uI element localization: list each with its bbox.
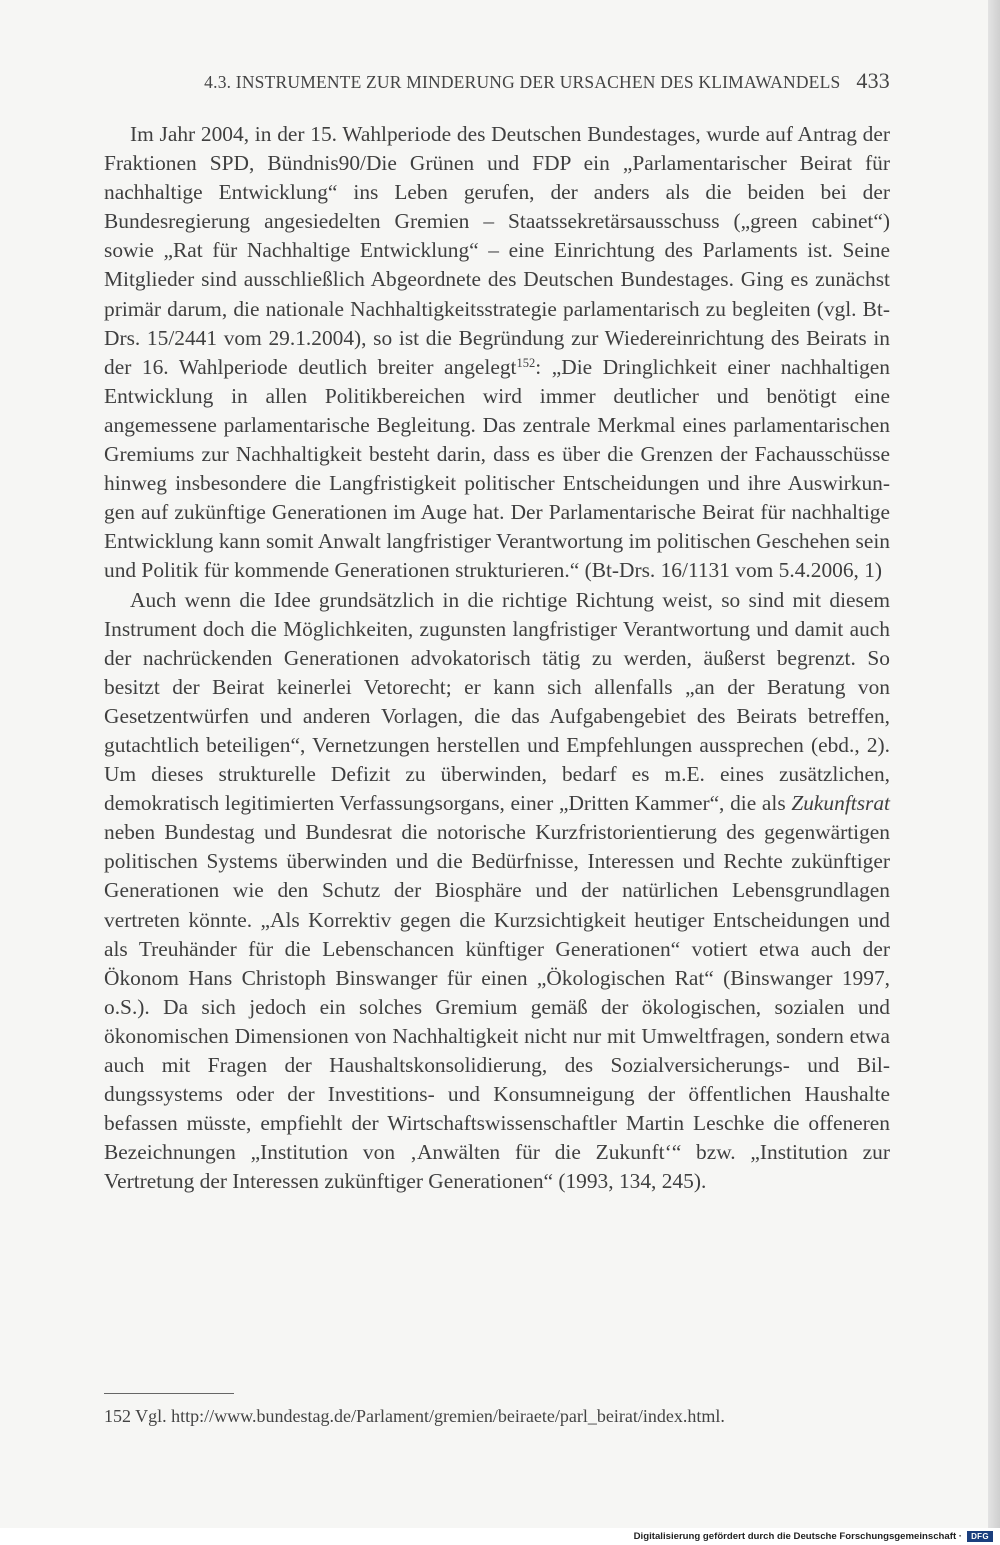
footnote: 152 Vgl. http://www.bundestag.de/Parlament/gremien/beiraete/parl_beirat/index.html.	[104, 1406, 725, 1426]
paragraph	[104, 120, 890, 586]
footnote-reference: 152	[516, 355, 536, 370]
credit-text: Digitalisierung gefördert durch die Deutsche Forschungsgemeinschaft ·	[633, 1531, 962, 1542]
paragraph-text: neben Bundestag und Bundesrat die notorische Kurzfristorientierung des gegenwärtigen politischen Systems überwinden und die Bedürfnisse, Interessen und Rechte zukünftiger Generationen wie den Schutz der Biosphäre und der natürlichen Lebensgrundlagen vertreten könnte. „Als Korrektiv gegen die Kurzsichtigkeit heutiger Entscheidungen und als Treuhänder für die Lebenschancen künftiger Generationen“ votiert etwa auch der Ökonom Hans Christoph Binswanger für einen „Ökologischen Rat“ (Binswanger 1997, o.S.). Da sich jedoch ein solches Gremium gemäß der ökologischen, sozialen und ökonomischen Dimensionen von Nachhaltigkeit nicht nur mit Umweltfragen, sondern etwa auch mit Fragen der Haushaltskonsolidierung, des Sozialversicherungs- und Bildungssystems oder der Investitions- und Konsumneigung der öffentlichen Haushalte befassen müsste, empfiehlt der Wirtschaftswissenschaftler Martin Leschke die offeneren Bezeichnungen „Institution von ‚Anwälten für die Zukunft‘“ bzw. „Institution zur Vertretung der Interessen zukünftiger Generationen“ (1993, 134, 245).	[104, 820, 890, 1194]
running-head-title: 4.3. INSTRUMENTE ZUR MINDERUNG DER URSACHEN DES KLIMAWANDELS	[204, 72, 841, 92]
dfg-logo: DFG	[967, 1531, 993, 1542]
footnote-rule	[104, 1393, 234, 1394]
page-edge	[988, 0, 1000, 1528]
paragraph-text: Auch wenn die Idee grundsätzlich in die richtige Richtung weist, so sind mit diesem Instrument doch die Möglichkeiten, zugunsten langfristiger Verantwortung und damit auch der nachrückenden Generationen advokatorisch tätig zu werden, äußerst begrenzt. So besitzt der Beirat keinerlei Vetorecht; er kann sich allenfalls „an der Beratung von Gesetzentwürfen und anderen Vorlagen, die das Aufgabengebiet des Beirats betreffen, gutachtlich beteiligen“, Vernetzungen herstellen und Empfehlungen aussprechen (ebd., 2). Um dieses strukturelle Defizit zu überwinden, bedarf es m.E. eines zusätzlichen, demokratisch legitimierten Verfassungsorgans, einer „Dritten Kammer“, die als	[104, 587, 890, 816]
digitization-credit	[0, 1528, 1000, 1545]
paragraph	[104, 586, 890, 1197]
emphasis-term: Zukunftsrat	[791, 791, 890, 816]
body-text	[104, 120, 890, 1196]
paragraph-text: : „Die Dringlichkeit einer nachhaltigen Entwicklung in allen Politikbereichen wird immer deutlicher und benötigt eine angemessene parlamentarische Begleitung. Das zentrale Merkmal eines parlamentarischen Gremiums zur Nachhaltigkeit besteht darin, dass es über die Grenzen der Fachausschüsse hinweg insbesondere die Langfristigkeit politischer Entscheidungen und ihre Auswirkungen auf zukünftige Generationen im Auge hat. Der Parlamentarische Beirat für nachhaltige Entwicklung kann somit Anwalt langfristiger Verantwortung im politischen Geschehen sein und Politik für kommende Generationen strukturieren.“ (Bt-Drs. 16/1131 vom 5.4.2006, 1)	[104, 354, 890, 583]
running-head	[104, 68, 890, 94]
page-number: 433	[856, 68, 890, 93]
paragraph-text: Im Jahr 2004, in der 15. Wahlperiode des Deutschen Bundestages, wurde auf Antrag der Fraktionen SPD, Bündnis90/Die Grünen und FDP ein „Parlamentarischer Beirat für nachhaltige Entwicklung“ ins Leben gerufen, der anders als die beiden bei der Bundesregierung angesiedelten Gremien – Staatssekretärsausschuss („green cabinet“) sowie „Rat für Nachhaltige Entwicklung“ – eine Einrichtung des Parlaments ist. Seine Mitglieder sind ausschließlich Abgeordnete des Deutschen Bundestages. Ging es zunächst primär darum, die nationale Nachhaltigkeitsstrategie parlamentarisch zu begleiten (vgl. Bt-Drs. 15/2441 vom 29.1.2004), so ist die Begründung zur Wiedereinrichtung des Beirats in der 16. Wahlperiode deutlich breiter angelegt	[104, 122, 890, 379]
